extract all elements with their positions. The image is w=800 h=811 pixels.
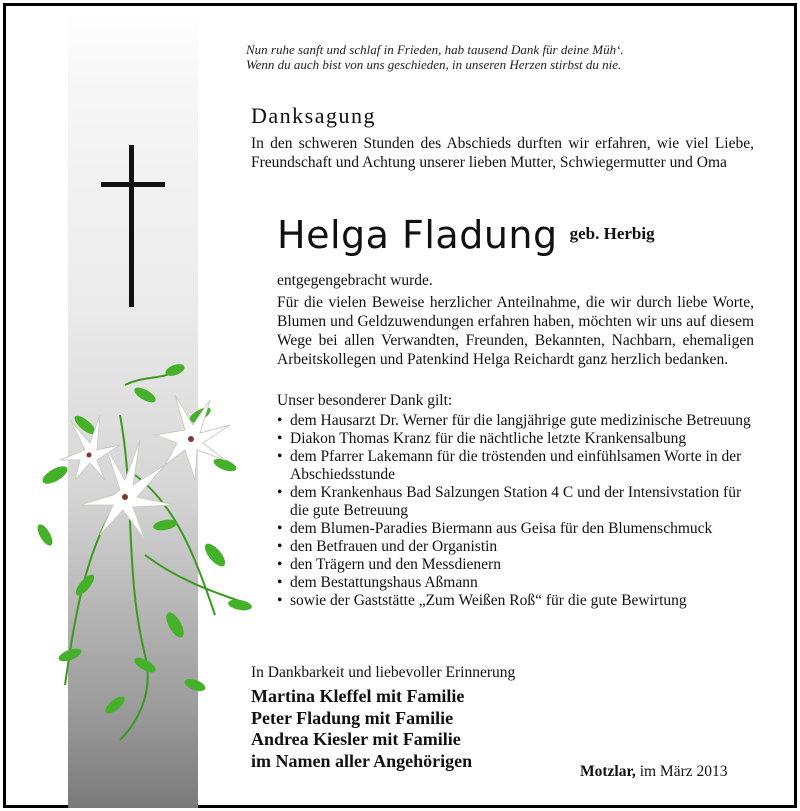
signer: Martina Kleffel mit Familie [251,686,465,706]
place-name: Motzlar, [580,763,636,780]
lily-bouquet-illustration [25,355,265,745]
motto-verse [246,42,756,72]
signers-block [251,686,472,772]
bullet-icon: • [277,484,283,501]
bullet-icon: • [277,538,283,555]
list-item: • den Trägern und den Messdienern [277,556,501,573]
special-thanks-heading: Unser besonderer Dank gilt: [277,392,453,409]
bullet-icon: • [277,448,283,465]
special-thanks-list [277,412,757,610]
bullet-icon: • [277,592,283,609]
list-item: • dem Blumen-Paradies Biermann aus Geisa für den Blumenschmuck [277,520,713,537]
intro-paragraph: In den schweren Stunden des Abschieds durften wir erfahren, wie viel Liebe, Freundschaft und Achtung unserer lieben Mutter, Schwiegermutter und Oma [251,135,754,171]
cross-icon-bar [101,182,165,187]
list-item: • Diakon Thomas Kranz für die nächtliche letzte Krankensalbung [277,430,687,447]
motto-line-1: Nun ruhe sanft und schlaf in Frieden, hab tausend Dank für deine Müh‘. [246,42,624,57]
place-date [580,763,728,781]
bullet-icon: • [277,430,283,447]
signer: im Namen aller Angehörigen [251,750,473,771]
bullet-icon: • [277,520,283,537]
date-text: im März 2013 [639,763,728,780]
list-item: • dem Krankenhaus Bad Salzungen Station 4 C und der Intensivstation für die gute Betreuung [277,484,742,519]
list-item: • den Betfrauen und der Organistin [277,538,498,555]
deceased-name-line [277,213,655,257]
closing-line: In Dankbarkeit und liebevoller Erinnerung [251,664,516,681]
bullet-icon: • [277,574,283,591]
list-item: • dem Pfarrer Lakemann für die tröstenden und einfühlsamen Worte in der Abschiedsstunde [277,448,742,483]
bullet-icon: • [277,412,283,429]
page-title: Danksagung [251,103,376,128]
list-item: • dem Hausarzt Dr. Werner für die langjährige gute medizinische Betreuung [277,412,751,429]
after-name-text: entgegengebracht wurde. [277,272,433,289]
maiden-name: geb. Herbig [569,224,655,243]
signer: Peter Fladung mit Familie [251,707,454,728]
bullet-icon: • [277,556,283,573]
cross-icon [129,145,134,307]
list-item: • dem Bestattungshaus Aßmann [277,574,478,591]
deceased-name: Helga Fladung [277,213,558,257]
thanks-paragraph: Für die vielen Beweise herzlicher Anteilnahme, die wir durch liebe Worte, Blumen und Geldzuwendungen erfahren haben, möchten wir uns auf diesem Wege bei allen Verwandten, Freunden, Bekannten, Nachbarn, ehemaligen Arbeitskollegen und Patenkind Helga Reichardt ganz herzlich bedanken. [277,294,754,368]
signer: Andrea Kiesler mit Familie [251,729,461,749]
list-item: • sowie der Gaststätte „Zum Weißen Roß“ für die gute Bewirtung [277,592,687,609]
motto-line-2: Wenn du auch bist von uns geschieden, in unseren Herzen stirbst du nie. [246,57,622,72]
